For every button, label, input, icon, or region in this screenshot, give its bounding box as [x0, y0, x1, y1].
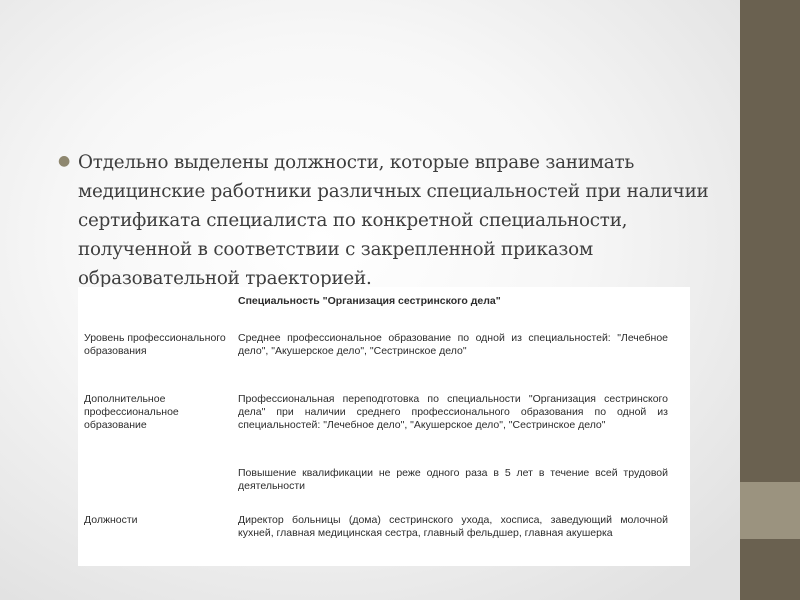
row-label-education-level: Уровень профессионального образования [84, 332, 226, 357]
bullet-text: Отдельно выделены должности, которые вправе занимать медицинские работники различных специальностей при наличии сертификата специалиста по конкретной специальности, полученной в соответствии с закрепленной приказом образовательной траекторией. [78, 152, 709, 287]
bullet-icon: ● [58, 153, 71, 169]
row-cell-additional-education: Профессиональная переподготовка по специальности "Организация сестринского дела" при наличии среднего профессионального образования по одной из специальностей: "Лечебное дело", "Акушерское дело", "Сестринское дело" [238, 393, 668, 431]
bullet-block [58, 148, 718, 287]
table-header: Специальность "Организация сестринского дела" [238, 295, 501, 307]
row-cell-positions: Директор больницы (дома) сестринского ухода, хосписа, заведующий молочной кухней, главная медицинская сестра, главный фельдшер, главная акушерка [238, 514, 668, 539]
row-cell-qualification: Повышение квалификации не реже одного раза в 5 лет в течение всей трудовой деятельности [238, 467, 668, 492]
row-cell-education-level: Среднее профессиональное образование по одной из специальностей: "Лечебное дело", "Акушерское дело", "Сестринское дело" [238, 332, 668, 357]
specialty-table [78, 287, 690, 566]
row-label-positions: Должности [84, 514, 138, 526]
slide-sidebar-accent [740, 482, 800, 539]
row-label-additional-education: Дополнительное профессиональное образование [84, 393, 179, 431]
